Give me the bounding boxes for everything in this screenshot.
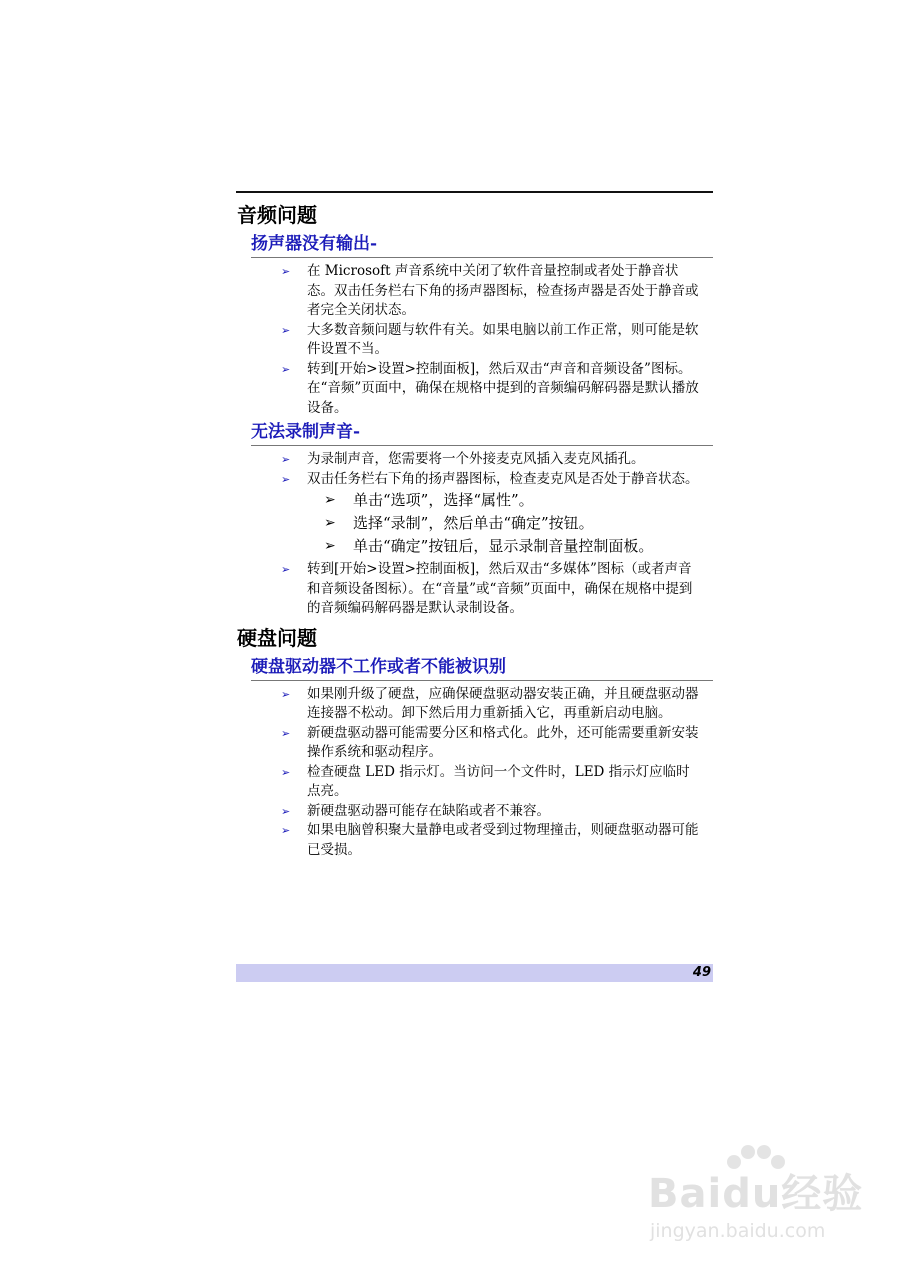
bullet-arrow-icon: ➢ xyxy=(281,824,291,837)
subsection-title-speaker-no-output: 扬声器没有输出- xyxy=(251,232,713,258)
speaker-items-list xyxy=(237,262,713,418)
subsection-title-hdd-not-working: 硬盘驱动器不工作或者不能被识别 xyxy=(251,655,713,681)
list-item: ➢ 转到[开始>设置>控制面板]，然后双击“多媒体”图标（或者声音和音频设备图标）。在“音量”或“音频”页面中，确保在规格中提到的音频编码解码器是默认录制设备。 xyxy=(281,561,693,616)
bullet-arrow-icon: ➢ xyxy=(281,472,291,486)
bullet-arrow-icon: ➢ xyxy=(281,804,291,818)
list-item: ➢ 如果刚升级了硬盘，应确保硬盘驱动器安装正确，并且硬盘驱动器连接器不松动。卸下然后用力重新插入它，再重新启动电脑。 xyxy=(281,685,699,721)
bullet-arrow-icon: ➢ xyxy=(281,362,291,376)
bullet-arrow-icon: ➢ xyxy=(281,726,291,740)
list-item: ➢ 新硬盘驱动器可能存在缺陷或者不兼容。 xyxy=(237,802,713,822)
section-title-hard-disk: 硬盘问题 xyxy=(237,625,317,650)
sub-list-item: ➢ 选择“录制”，然后单击“确定”按钮。 xyxy=(237,512,713,535)
list-item: ➢ 如果电脑曾积聚大量静电或者受到过物理撞击，则硬盘驱动器可能已受损。 xyxy=(281,822,699,858)
hdd-items-list xyxy=(237,685,713,861)
list-item: ➢ 新硬盘驱动器可能需要分区和格式化。此外，还可能需要重新安装操作系统和驱动程序。 xyxy=(281,724,699,760)
bullet-arrow-icon: ➢ xyxy=(281,563,291,576)
bullet-arrow-icon: ➢ xyxy=(324,492,336,508)
bullet-arrow-icon: ➢ xyxy=(281,265,291,278)
list-item: ➢ 大多数音频问题与软件有关。如果电脑以前工作正常，则可能是软件设置不当。 xyxy=(281,321,699,357)
bullet-arrow-icon: ➢ xyxy=(281,765,291,779)
section-title-audio: 音频问题 xyxy=(237,203,317,227)
bullet-arrow-icon: ➢ xyxy=(324,515,336,531)
list-item: ➢ 双击任务栏右下角的扬声器图标，检查麦克风是否处于静音状态。 xyxy=(237,470,713,490)
list-item: ➢ 为录制声音，您需要将一个外接麦克风插入麦克风插孔。 xyxy=(237,450,713,470)
bullet-arrow-icon: ➢ xyxy=(281,687,291,701)
footer-bar xyxy=(236,964,713,982)
record-items-list xyxy=(237,450,713,489)
record-items-list-after xyxy=(237,560,713,619)
top-rule xyxy=(236,191,713,193)
sub-list-item: ➢ 单击“确定”按钮后，显示录制音量控制面板。 xyxy=(237,535,713,558)
page-number: 49 xyxy=(692,965,711,980)
list-item: ➢ 检查硬盘 LED 指示灯。当访问一个文件时，LED 指示灯应临时点亮。 xyxy=(281,763,690,799)
subsection-title-cannot-record: 无法录制声音- xyxy=(251,420,713,446)
bullet-arrow-icon: ➢ xyxy=(324,538,336,554)
sub-list-item: ➢ 单击“选项”，选择“属性”。 xyxy=(237,489,713,512)
watermark-url: jingyan.baidu.com xyxy=(650,1220,826,1242)
bullet-arrow-icon: ➢ xyxy=(281,323,291,337)
watermark xyxy=(640,1140,870,1270)
bullet-arrow-icon: ➢ xyxy=(281,453,291,466)
page-content xyxy=(237,200,713,860)
watermark-brand: Baidu经验 xyxy=(648,1171,864,1217)
list-item: ➢ 转到[开始>设置>控制面板]，然后双击“声音和音频设备”图标。在“音频”页面中，确保在规格中提到的音频编码解码器是默认播放设备。 xyxy=(281,360,699,416)
list-item: ➢ 在 Microsoft 声音系统中关闭了软件音量控制或者处于静音状态。双击任务栏右下角的扬声器图标，检查扬声器是否处于静音或者完全关闭状态。 xyxy=(281,263,699,318)
